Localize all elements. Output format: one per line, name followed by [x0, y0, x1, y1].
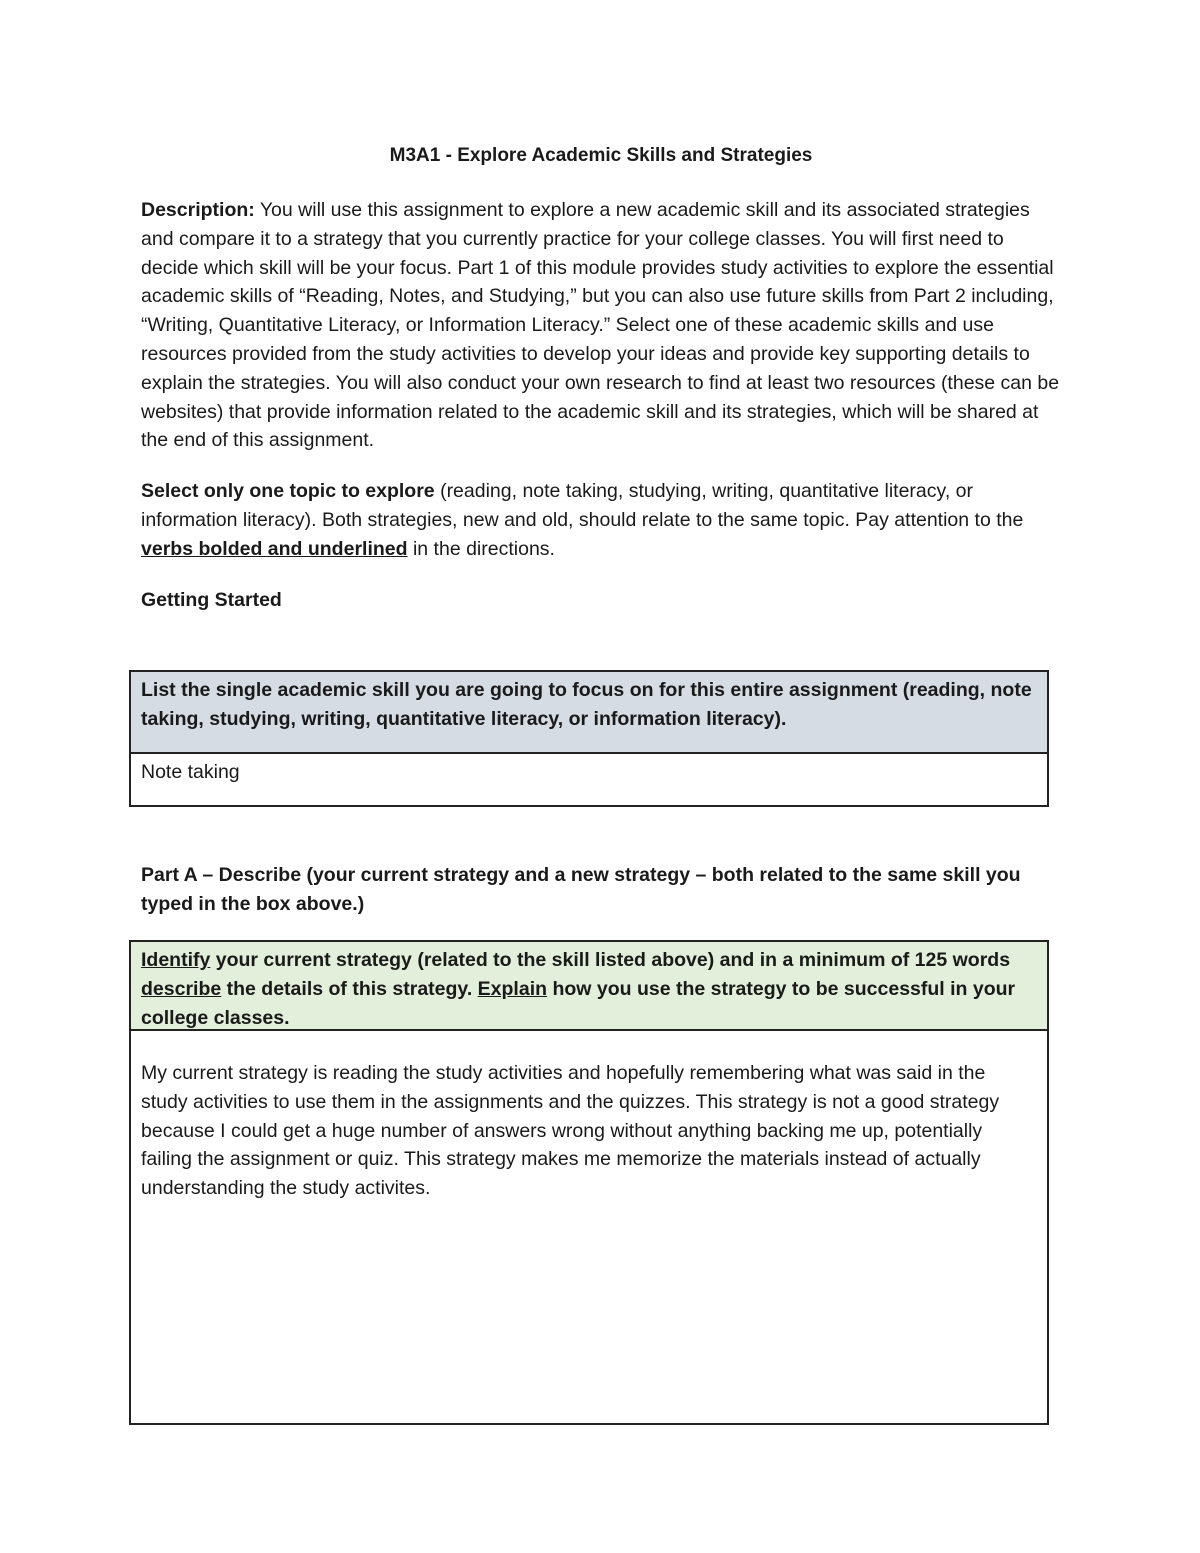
current-strategy-prompt-text-2: the details of this strategy. [221, 977, 478, 1000]
skill-answer-cell[interactable]: Note taking [141, 761, 240, 783]
document-title: M3A1 - Explore Academic Skills and Strategies [389, 145, 813, 166]
skill-prompt-cell: List the single academic skill you are going to focus on for this entire assignment (reading, note taking, studying, writing, quantitative literacy, or information literacy). [131, 672, 1047, 754]
description-paragraph [141, 196, 1061, 455]
describe-verb: describe [141, 977, 222, 1000]
current-strategy-prompt-text: your current strategy (related to the skill listed above) and in a minimum of 125 words [210, 949, 1011, 971]
description-label: Description: [141, 199, 255, 221]
current-strategy-answer-cell[interactable]: My current strategy is reading the study activities and hopefully remembering what was said in the study activities to use them in the assignments and the quizzes. This strategy is not a good strategy because I could get a huge number of answers wrong without anything backing me up, potentially failing the assignment or quiz. This strategy makes me memorize the materials instead of actually understanding the study activites. [141, 1062, 1000, 1200]
current-strategy-prompt-text-3: how you use the strategy to be successful in your college classes. [141, 977, 1016, 1029]
part-a-heading: Part A – Describe (your current strategy and a new strategy – both related to the same skill you typed in the box above.) [141, 864, 1021, 915]
identify-verb: Identify [141, 949, 211, 971]
explain-verb: Explain [477, 977, 548, 1000]
select-topic-paragraph [141, 477, 1061, 563]
select-topic-text-end: in the directions. [407, 537, 555, 560]
select-topic-text: (reading, note taking, studying, writing, quantitative literacy, or information literacy). Both strategies, new and old, should relate to the same topic. Pay attention to the [141, 480, 1024, 531]
select-topic-bold: Select only one topic to explore [141, 480, 435, 503]
select-topic-underlined: verbs bolded and underlined [141, 537, 408, 560]
document-body [141, 140, 1061, 614]
getting-started-heading: Getting Started [141, 588, 282, 611]
part-a-section [141, 861, 1061, 919]
current-strategy-prompt-cell [131, 942, 1047, 1031]
current-strategy-table [129, 940, 1049, 1425]
skill-table [129, 670, 1049, 807]
description-text: You will use this assignment to explore a new academic skill and its associated strategies and compare it to a strategy that you currently practice for your college classes. You will first need to decide which skill will be your focus. Part 1 of this module provides study activities to explore the essential academic skills of “Reading, Notes, and Studying,” but you can also use future skills from Part 2 including, “Writing, Quantitative Literacy, or Information Literacy.” Select one of these academic skills and use resources provided from the study activities to develop your ideas and provide key supporting details to explain the strategies. You will also conduct your own research to find at least two resources (these can be websites) that provide information related to the academic skill and its strategies, which will be shared at the end of this assignment. [141, 199, 1060, 452]
